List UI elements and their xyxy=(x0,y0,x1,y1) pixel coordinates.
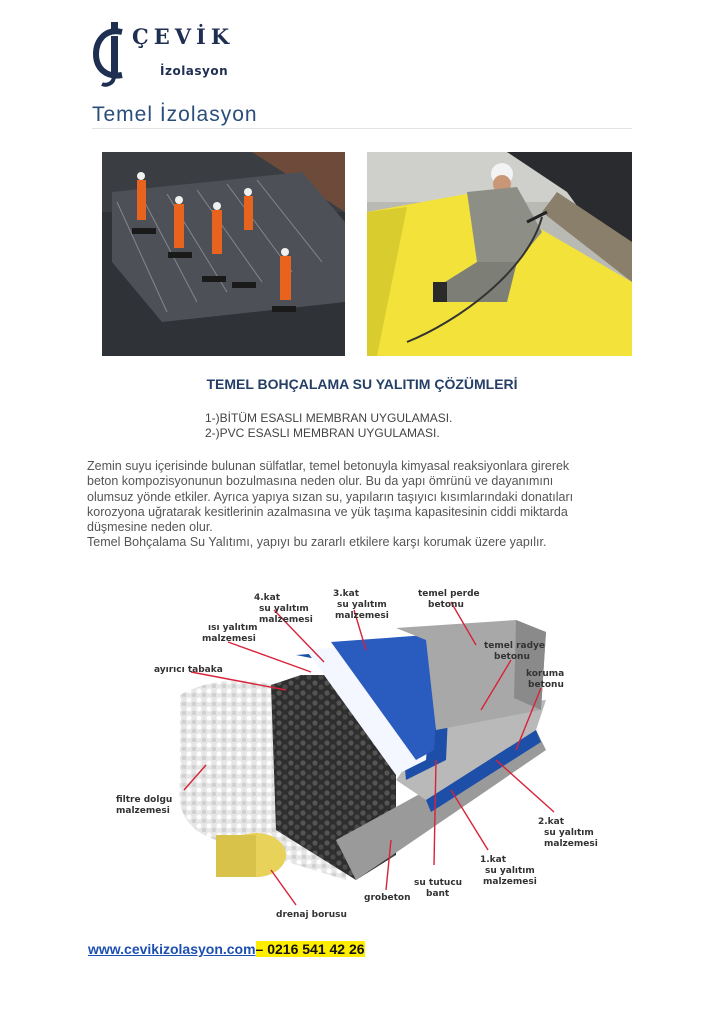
label-isi: ısı yalıtım xyxy=(208,623,258,633)
page-title: Temel İzolasyon xyxy=(92,103,258,126)
list-item: 1-)BİTÜM ESASLI MEMBRAN UYGULAMASI. xyxy=(205,411,453,425)
label-isi-b: malzemesi xyxy=(202,634,256,644)
paragraph-line: düşmesine neden olur. xyxy=(87,520,213,535)
label-kat1-b: su yalıtım xyxy=(485,866,535,876)
paragraph-line: olumsuz yönde etkiler. Ayrıca yapıya sızan su, yapıların taşıyıcı kısımlarındaki donatıları xyxy=(87,489,574,504)
foundation-waterproofing-diagram xyxy=(96,580,632,936)
label-kat3: 3.kat xyxy=(333,589,360,599)
logo-subtitle: İzolasyon xyxy=(160,64,229,78)
label-radye: temel radye xyxy=(484,641,546,651)
label-tutucu-b: bant xyxy=(426,889,450,899)
label-koruma-b: betonu xyxy=(528,680,564,690)
label-filtre: filtre dolgu xyxy=(116,795,173,805)
paragraph-line: korozyona uğratarak kesitlerinin azalmasına ve yük taşıma kapasitesinin ciddi miktarda xyxy=(87,504,568,519)
label-filtre-b: malzemesi xyxy=(116,806,170,816)
label-kat2-c: malzemesi xyxy=(544,839,598,849)
label-kat4-b: su yalıtım xyxy=(259,604,309,614)
label-radye-b: betonu xyxy=(494,652,530,662)
label-perde-b: betonu xyxy=(428,600,464,610)
website-link[interactable]: www.cevikizolasyon.com xyxy=(88,941,256,957)
label-drenaj: drenaj borusu xyxy=(276,910,347,920)
paragraph-line: beton kompozisyonunun bozulmasına neden olur. Bu da yapı ömrünü ve dayanımını xyxy=(87,474,554,489)
label-kat1: 1.kat xyxy=(480,855,507,865)
footer-contact xyxy=(88,941,365,957)
wall-side xyxy=(514,620,546,710)
drain-pipe-body xyxy=(216,835,256,877)
label-tutucu: su tutucu xyxy=(414,878,463,888)
logo-word: ÇEVİK xyxy=(132,24,235,49)
label-kat2-b: su yalıtım xyxy=(544,828,594,838)
photo-bitumen-workers xyxy=(102,152,345,356)
paragraph-line: Zemin suyu içerisinde bulunan sülfatlar, temel betonuyla kimyasal reaksiyonlara girerek xyxy=(87,459,570,473)
label-kat3-b: su yalıtım xyxy=(337,600,387,610)
label-grobeton: grobeton xyxy=(364,893,411,903)
list-item: 2-)PVC ESASLI MEMBRAN UYGULAMASI. xyxy=(205,426,440,440)
label-perde: temel perde xyxy=(418,589,480,599)
method-list xyxy=(205,411,452,441)
label-kat4: 4.kat xyxy=(254,593,281,603)
label-kat3-c: malzemesi xyxy=(335,611,389,621)
paragraph-line: Temel Bohçalama Su Yalıtımı, yapıyı bu zararlı etkilere karşı korumak üzere yapılır. xyxy=(87,535,547,550)
label-ayirici: ayırıcı tabaka xyxy=(154,665,223,675)
label-kat4-c: malzemesi xyxy=(259,615,313,625)
label-koruma: koruma xyxy=(526,669,565,679)
title-divider xyxy=(92,128,632,129)
phone-number: – 0216 541 42 26 xyxy=(255,941,365,957)
company-logo xyxy=(92,18,242,88)
label-kat2: 2.kat xyxy=(538,817,565,827)
label-kat1-c: malzemesi xyxy=(483,877,537,887)
logo-mark-icon xyxy=(92,18,132,88)
section-heading: TEMEL BOHÇALAMA SU YALITIM ÇÖZÜMLERİ xyxy=(206,376,518,392)
description-paragraph xyxy=(87,459,647,551)
photo-pvc-worker xyxy=(367,152,632,356)
